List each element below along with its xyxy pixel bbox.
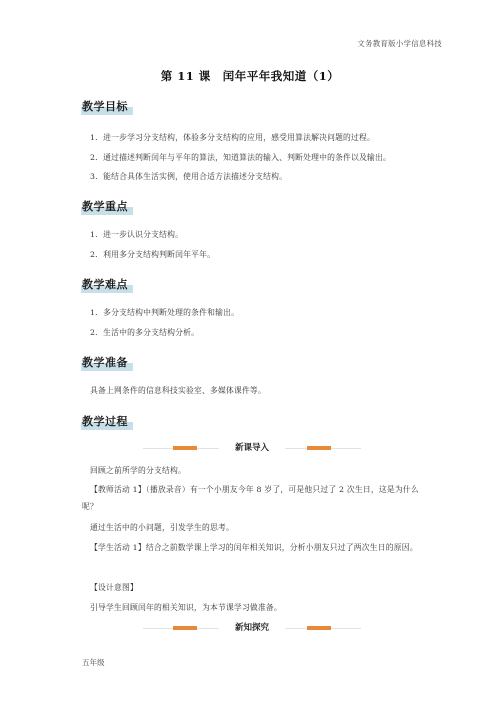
design-intent-label: 【设计意图】 (90, 583, 138, 592)
design-intent-text: 引导学生回顾闰年的相关知识，为本节课学习做准备。 (90, 603, 282, 612)
section-heading-difficulties: 教学难点 (82, 278, 128, 291)
objective-item-1: 1．进一步学习分支结构，体验多分支结构的应用，感受用算法解决问题的过程。 (90, 133, 376, 142)
preparation-text: 具备上网条件的信息科技实验室、多媒体课件等。 (90, 386, 266, 395)
edition-label: 文务教育版小学信息科技 (357, 39, 442, 48)
objective-item-3: 3．能结合具体生活实例，使用合适方法描述分支结构。 (90, 172, 288, 181)
section-divider-explore (143, 622, 361, 634)
section-heading-key-points: 教学重点 (82, 200, 128, 213)
difficulty-item-1: 1．多分支结构中判断处理的条件和输出。 (90, 308, 240, 317)
student-activity-text: 【学生活动 1】结合之前数学课上学习的闰年相关知识，分析小朋友只过了两次生日的原因。 (90, 543, 418, 552)
review-text: 回顾之前所学的分支结构。 (90, 466, 186, 475)
section-divider-intro (143, 442, 361, 454)
teacher-activity-text: 【教师活动 1】（播放录音）有一个小朋友今年 8 岁了，可是他只过了 2 次生日，这是为什么呢？ (82, 485, 419, 511)
divider-label-explore: 新知探究 (234, 623, 269, 633)
thinking-text: 通过生活中的小问题，引发学生的思考。 (90, 523, 234, 532)
section-heading-process: 教学过程 (82, 415, 128, 428)
key-point-item-2: 2．利用多分支结构判断闰年平年。 (90, 250, 216, 259)
lesson-title: 第 11 课 闰年平年我知道（1） (160, 69, 340, 83)
footer-grade: 五年级 (82, 658, 105, 667)
divider-label-intro: 新课导入 (234, 443, 269, 453)
difficulty-item-2: 2．生活中的多分支结构分析。 (90, 328, 200, 337)
section-heading-objectives: 教学目标 (82, 100, 128, 113)
objective-item-2: 2．通过描述判断闰年与平年的算法，知道算法的输入、判断处理中的条件以及输出。 (90, 153, 392, 162)
section-heading-preparation: 教学准备 (82, 356, 128, 369)
key-point-item-1: 1．进一步认识分支结构。 (90, 230, 184, 239)
